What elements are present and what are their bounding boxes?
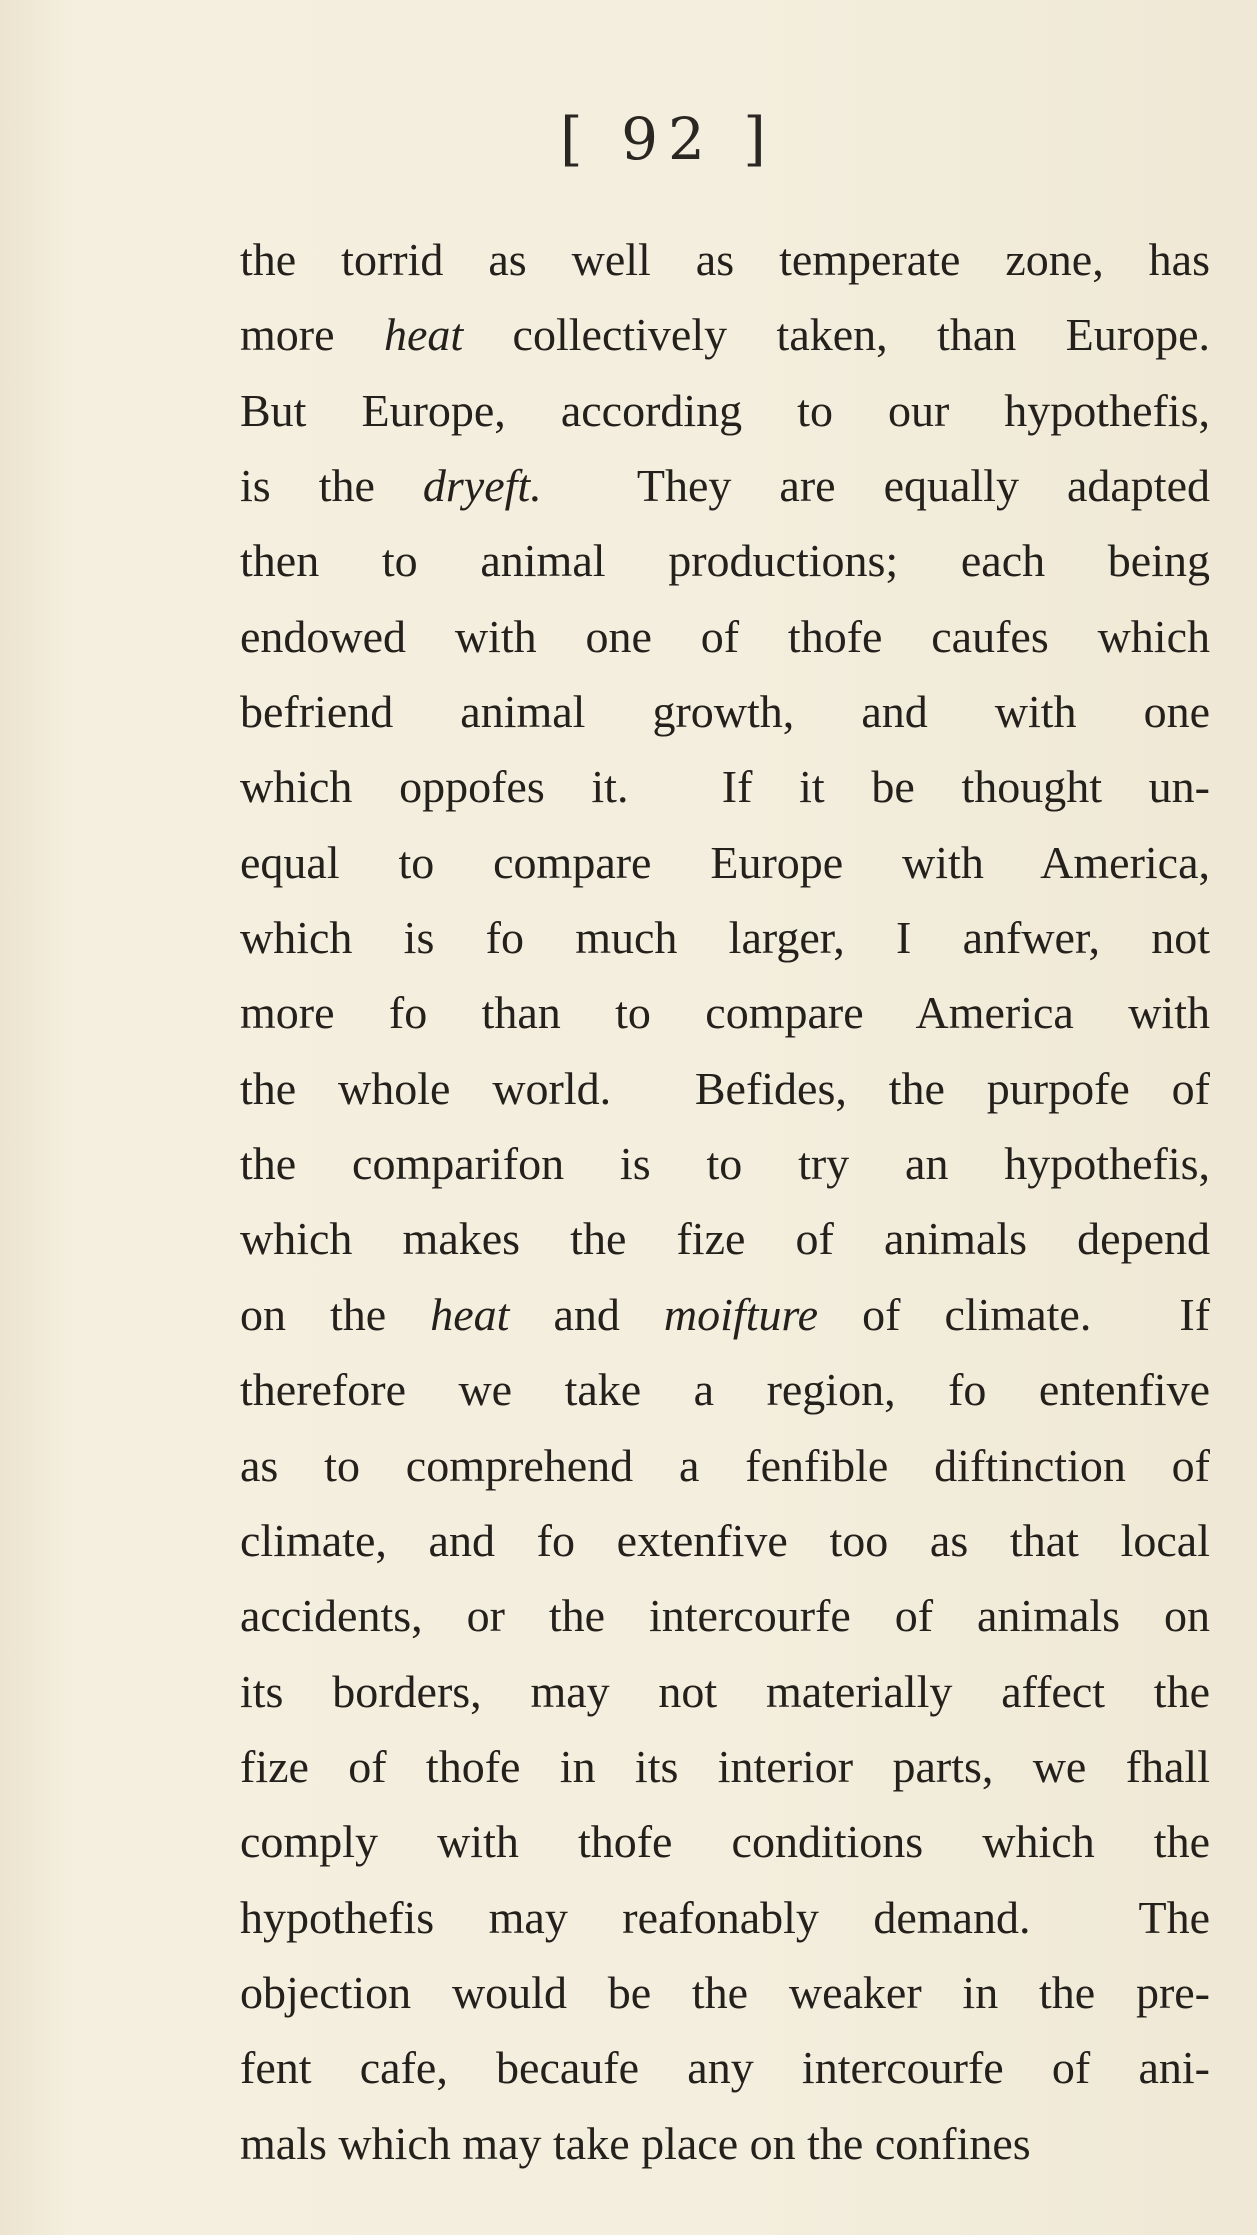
text-segment: more <box>240 309 384 361</box>
text-segment: fent cafe, becaufe any intercourfe of ani- <box>240 2042 1210 2094</box>
text-line <box>240 1955 1210 2030</box>
text-segment: on the <box>240 1288 431 1340</box>
text-line <box>240 1352 1210 1427</box>
text-segment: mals which may take place on the confines <box>240 2117 1031 2169</box>
text-line <box>240 2106 1210 2181</box>
text-segment: more fo than to compare America with <box>240 987 1210 1039</box>
text-segment: and <box>509 1288 664 1340</box>
text-segment: endowed with one of thofe caufes which <box>240 610 1210 662</box>
text-segment: equal to compare Europe with America, <box>240 836 1210 888</box>
italic-word: heat <box>430 1288 510 1340</box>
text-line <box>240 523 1210 598</box>
text-line <box>240 599 1210 674</box>
text-line <box>240 373 1210 448</box>
text-segment: objection would be the weaker in the pre- <box>240 1966 1210 2018</box>
text-segment: which oppofes it. If it be thought un- <box>240 761 1210 813</box>
text-segment: accidents, or the intercourfe of animals on <box>240 1590 1210 1642</box>
text-segment: which is fo much larger, I anfwer, not <box>240 912 1210 964</box>
text-segment: of climate. If <box>818 1288 1211 1340</box>
text-segment: climate, and fo extenfive too as that local <box>240 1514 1210 1566</box>
text-segment: the torrid as well as temperate zone, has <box>240 234 1210 285</box>
text-segment: hypothefis may reafonably demand. The <box>240 1891 1210 1943</box>
text-line <box>240 448 1210 523</box>
page-number: [ 92 ] <box>560 105 776 173</box>
text-line <box>240 222 1210 297</box>
text-line <box>240 975 1210 1050</box>
text-segment: which makes the fize of animals depend <box>240 1213 1210 1265</box>
text-line <box>240 1880 1210 1955</box>
text-segment: collectively taken, than Europe. <box>463 309 1211 361</box>
text-line <box>240 2030 1210 2105</box>
body-text <box>240 222 1210 2181</box>
text-segment: therefore we take a region, fo entenfive <box>240 1364 1210 1416</box>
text-segment: is the <box>240 460 423 512</box>
text-line <box>240 1126 1210 1201</box>
text-line <box>240 1277 1210 1352</box>
text-line <box>240 1428 1210 1503</box>
text-line <box>240 1654 1210 1729</box>
text-line <box>240 1503 1210 1578</box>
text-segment: They are equally adapted <box>541 460 1210 512</box>
text-segment: the whole world. Befides, the purpofe of <box>240 1062 1210 1114</box>
text-segment: then to animal productions; each being <box>240 535 1210 587</box>
text-segment: its borders, may not materially affect the <box>240 1665 1210 1717</box>
text-segment: comply with thofe conditions which the <box>240 1816 1210 1868</box>
text-segment: the comparifon is to try an hypothefis, <box>240 1138 1210 1190</box>
text-segment: as to comprehend a fenfible diftinction of <box>240 1439 1210 1491</box>
text-line <box>240 749 1210 824</box>
text-line <box>240 1804 1210 1879</box>
text-segment: fize of thofe in its interior parts, we fhall <box>240 1740 1210 1792</box>
italic-word: heat <box>383 309 464 361</box>
text-line <box>240 1051 1210 1126</box>
text-line <box>240 825 1210 900</box>
italic-word: moifture <box>663 1288 819 1340</box>
text-segment: befriend animal growth, and with one <box>240 686 1210 738</box>
text-line <box>240 1729 1210 1804</box>
text-line <box>240 1578 1210 1653</box>
text-line <box>240 297 1210 372</box>
text-segment: But Europe, according to our hypothefis, <box>240 384 1210 436</box>
text-line <box>240 900 1210 975</box>
italic-word: dryeft. <box>422 460 542 512</box>
text-line <box>240 674 1210 749</box>
text-line <box>240 1201 1210 1276</box>
